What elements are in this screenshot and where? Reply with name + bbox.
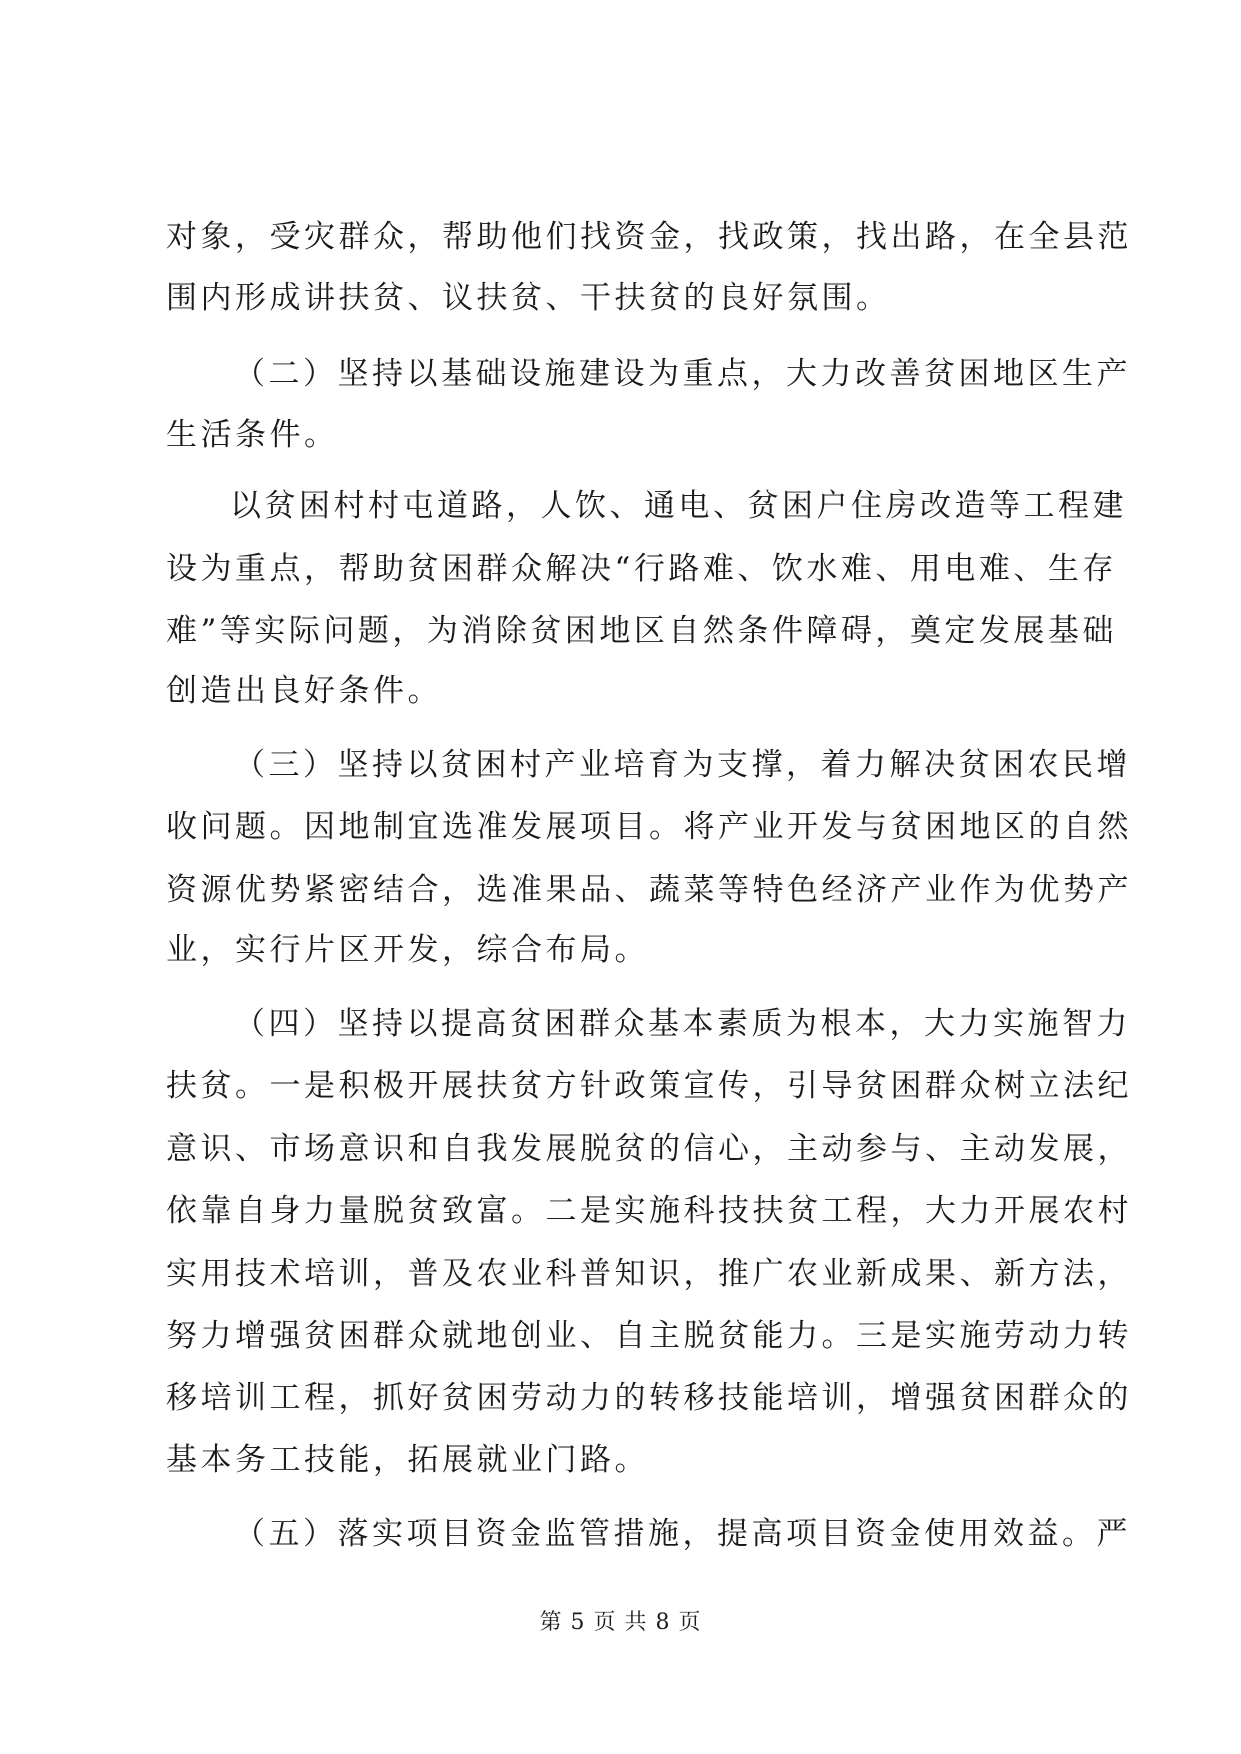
- text-line: 业，实行片区开发，综合布局。: [166, 932, 649, 968]
- text-line: 围内形成讲扶贫、议扶贫、干扶贫的良好氛围。: [166, 280, 891, 316]
- text-line: 对象，受灾群众，帮助他们找资金，找政策，找出路，在全县范: [166, 219, 1132, 255]
- text-line: 扶贫。一是积极开展扶贫方针政策宣传，引导贫困群众树立法纪: [166, 1068, 1132, 1104]
- text-line: （三）坚持以贫困村产业培育为支撑，着力解决贫困农民增: [234, 747, 1131, 783]
- text-line: 意识、市场意识和自我发展脱贫的信心，主动参与、主动发展，: [166, 1131, 1132, 1167]
- text-line: 实用技术培训，普及农业科普知识，推广农业新成果、新方法，: [166, 1256, 1132, 1292]
- text-line: 努力增强贫困群众就地创业、自主脱贫能力。三是实施劳动力转: [166, 1318, 1132, 1354]
- text-line: 生活条件。: [166, 417, 339, 453]
- text-line: 移培训工程，抓好贫困劳动力的转移技能培训，增强贫困群众的: [166, 1380, 1132, 1416]
- text-line: 设为重点，帮助贫困群众解决“行路难、饮水难、用电难、生存: [166, 551, 1117, 587]
- text-line: 创造出良好条件。: [166, 673, 442, 709]
- page-footer: 第 5 页 共 8 页: [539, 1610, 702, 1635]
- text-line: 难”等实际问题，为消除贫困地区自然条件障碍，奠定发展基础: [166, 613, 1117, 649]
- text-line: （四）坚持以提高贫困群众基本素质为根本，大力实施智力: [234, 1006, 1131, 1042]
- text-line: 依靠自身力量脱贫致富。二是实施科技扶贫工程，大力开展农村: [166, 1193, 1132, 1229]
- text-line: 收问题。因地制宜选准发展项目。将产业开发与贫困地区的自然: [166, 809, 1132, 845]
- text-line: 以贫困村村屯道路，人饮、通电、贫困户住房改造等工程建: [230, 488, 1127, 524]
- text-line: （五）落实项目资金监管措施，提高项目资金使用效益。严: [234, 1516, 1131, 1552]
- text-line: 资源优势紧密结合，选准果品、蔬菜等特色经济产业作为优势产: [166, 872, 1132, 908]
- text-line: 基本务工技能，拓展就业门路。: [166, 1442, 649, 1478]
- text-line: （二）坚持以基础设施建设为重点，大力改善贫困地区生产: [234, 356, 1131, 392]
